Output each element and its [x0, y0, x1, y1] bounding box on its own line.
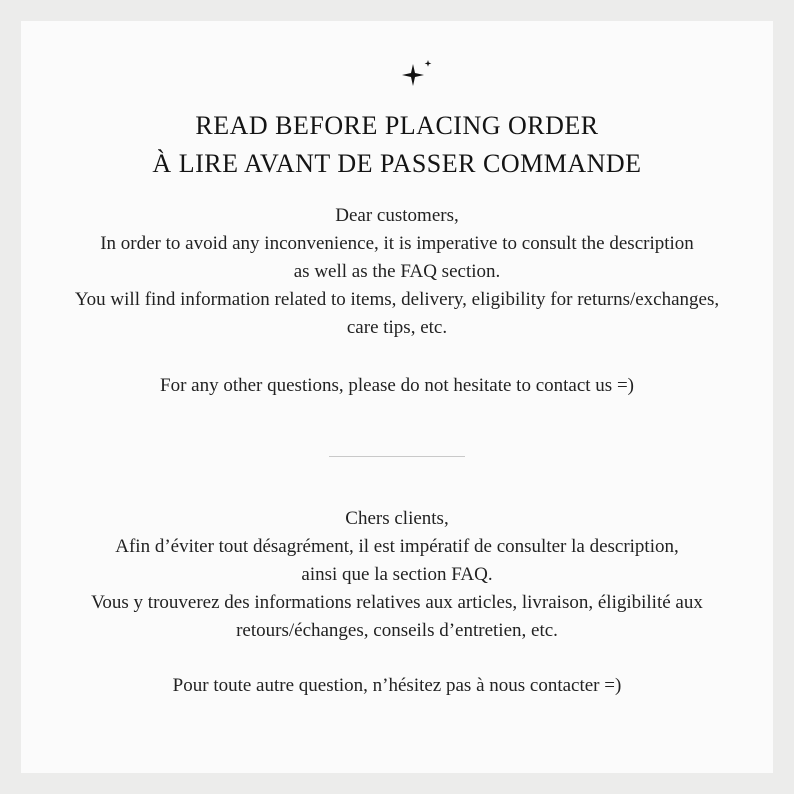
- sparkle-icon: [389, 43, 437, 91]
- heading-english: READ BEFORE PLACING ORDER: [195, 111, 599, 140]
- english-line: care tips, etc.: [346, 317, 448, 338]
- french-closing: Pour toute autre question, n’hésitez pas à nous contacter =): [172, 675, 622, 696]
- french-line: Vous y trouverez des informations relatives aux articles, livraison, éligibilité aux: [91, 592, 703, 613]
- heading-french: À LIRE AVANT DE PASSER COMMANDE: [152, 149, 642, 178]
- french-line: Afin d’éviter tout désagrément, il est impératif de consulter la description,: [115, 536, 679, 557]
- notice-card: [21, 21, 773, 773]
- english-closing: For any other questions, please do not hesitate to contact us =): [160, 375, 634, 396]
- english-line: In order to avoid any inconvenience, it is imperative to consult the description: [100, 233, 694, 254]
- english-line: as well as the FAQ section.: [293, 261, 501, 282]
- french-line: ainsi que la section FAQ.: [301, 564, 493, 585]
- french-greeting: Chers clients,: [345, 508, 449, 529]
- french-line: retours/échanges, conseils d’entretien, etc.: [236, 620, 558, 641]
- section-divider: [329, 456, 465, 457]
- english-greeting: Dear customers,: [335, 205, 459, 226]
- english-line: You will find information related to items, delivery, eligibility for returns/exchanges,: [74, 289, 720, 310]
